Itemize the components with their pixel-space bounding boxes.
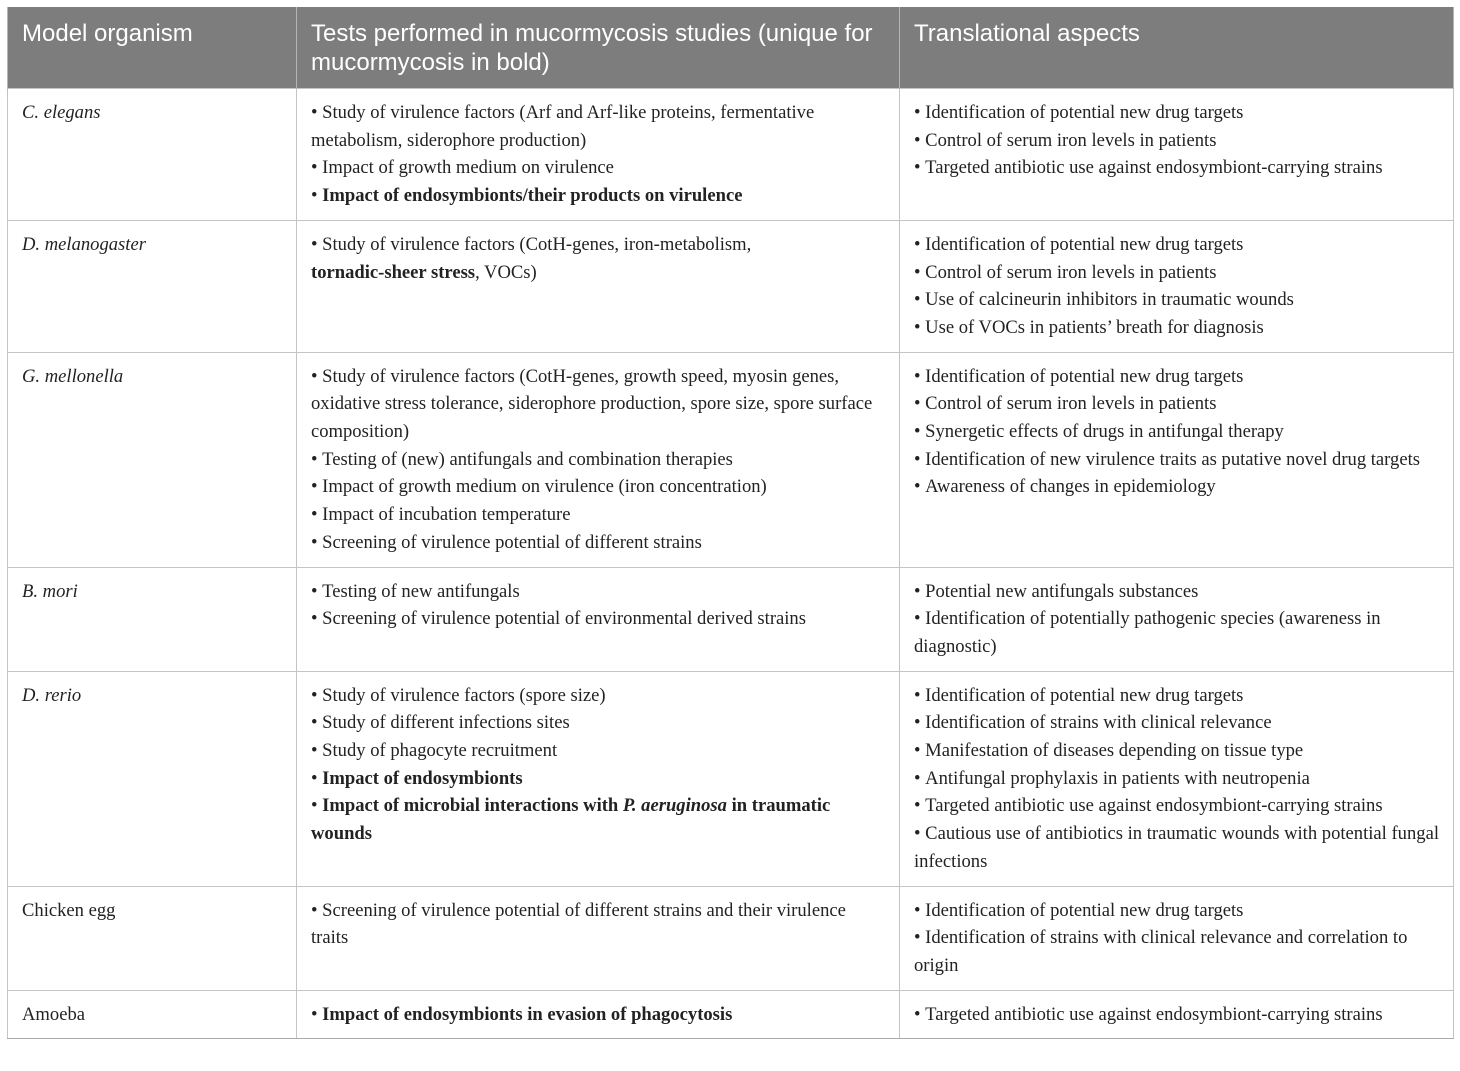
table-row: [8, 89, 1454, 221]
translational-cell: [900, 567, 1454, 671]
table-row: [8, 220, 1454, 352]
list-item: • Targeted antibiotic use against endosymbiont-carrying strains: [914, 792, 1439, 820]
list-item: • Identification of potential new drug targets: [914, 682, 1439, 710]
list-item: • Identification of potentially pathogenic species (awareness in diagnostic): [914, 605, 1439, 660]
list-item: • Control of serum iron levels in patients: [914, 390, 1439, 418]
list-item: • Awareness of changes in epidemiology: [914, 473, 1439, 501]
table-row: [8, 567, 1454, 671]
list-item: • Study of virulence factors (spore size): [311, 682, 885, 710]
list-item: • Impact of growth medium on virulence (iron concentration): [311, 473, 885, 501]
table-row: [8, 990, 1454, 1039]
list-item: • Identification of strains with clinical relevance and correlation to origin: [914, 924, 1439, 979]
table-row: [8, 671, 1454, 886]
list-item: • Control of serum iron levels in patients: [914, 259, 1439, 287]
list-item: • Screening of virulence potential of environmental derived strains: [311, 605, 885, 633]
list-item-unique: • Impact of endosymbionts/their products on virulence: [311, 182, 885, 210]
list-item: • Study of virulence factors (CotH-genes, growth speed, myosin genes, oxidative stress tolerance, siderophore production, spore size, spore surface composition): [311, 363, 885, 446]
species-name: P. aeruginosa: [622, 795, 727, 817]
model-organism-table: [7, 7, 1454, 1039]
list-item: • Cautious use of antibiotics in traumatic wounds with potential fungal infections: [914, 820, 1439, 875]
translational-cell: [900, 352, 1454, 567]
organism-cell: G. mellonella: [8, 352, 297, 567]
unique-text: tornadic-sheer stress: [311, 261, 476, 283]
translational-cell: [900, 886, 1454, 990]
list-item: • Identification of strains with clinical relevance: [914, 709, 1439, 737]
list-item: • Potential new antifungals substances: [914, 578, 1439, 606]
list-item: • Identification of potential new drug targets: [914, 897, 1439, 925]
table-row: [8, 352, 1454, 567]
list-item: • Identification of potential new drug targets: [914, 363, 1439, 391]
list-item: • Testing of (new) antifungals and combination therapies: [311, 446, 885, 474]
list-item: • Study of virulence factors (Arf and Arf-like proteins, fermentative metabolism, siderophore production): [311, 99, 885, 154]
list-item: • Targeted antibiotic use against endosymbiont-carrying strains: [914, 1001, 1439, 1029]
translational-cell: [900, 220, 1454, 352]
header-organism: Model organism: [8, 7, 297, 89]
list-item: • Use of calcineurin inhibitors in traumatic wounds: [914, 286, 1439, 314]
organism-cell: D. rerio: [8, 671, 297, 886]
translational-cell: [900, 89, 1454, 221]
tests-cell: [297, 671, 900, 886]
table-row: [8, 886, 1454, 990]
header-row: [8, 7, 1454, 89]
list-item: • Control of serum iron levels in patients: [914, 127, 1439, 155]
organism-cell: D. melanogaster: [8, 220, 297, 352]
tests-cell: [297, 352, 900, 567]
list-item: • Testing of new antifungals: [311, 578, 885, 606]
list-item-unique: • Impact of microbial interactions with P. aeruginosa in traumatic wounds: [311, 792, 885, 847]
tests-cell: [297, 89, 900, 221]
translational-cell: [900, 671, 1454, 886]
tests-cell: [297, 220, 900, 352]
list-item: • Targeted antibiotic use against endosymbiont-carrying strains: [914, 154, 1439, 182]
header-translational: Translational aspects: [900, 7, 1454, 89]
list-item: • Study of virulence factors (CotH-genes, iron-metabolism, tornadic-sheer stress, VOCs): [311, 231, 885, 286]
list-item: • Identification of new virulence traits as putative novel drug targets: [914, 446, 1439, 474]
list-item: • Use of VOCs in patients’ breath for diagnosis: [914, 314, 1439, 342]
list-item: • Impact of growth medium on virulence: [311, 154, 885, 182]
organism-cell: B. mori: [8, 567, 297, 671]
organism-cell: Chicken egg: [8, 886, 297, 990]
list-item: • Identification of potential new drug targets: [914, 231, 1439, 259]
list-item: • Synergetic effects of drugs in antifungal therapy: [914, 418, 1439, 446]
list-item: • Study of different infections sites: [311, 709, 885, 737]
translational-cell: [900, 990, 1454, 1039]
list-item: • Manifestation of diseases depending on tissue type: [914, 737, 1439, 765]
list-item: • Screening of virulence potential of different strains and their virulence traits: [311, 897, 885, 952]
list-item-unique: • Impact of endosymbionts: [311, 765, 885, 793]
list-item: • Screening of virulence potential of different strains: [311, 529, 885, 557]
organism-cell: Amoeba: [8, 990, 297, 1039]
list-item: • Study of phagocyte recruitment: [311, 737, 885, 765]
organism-cell: C. elegans: [8, 89, 297, 221]
tests-cell: [297, 886, 900, 990]
list-item: • Identification of potential new drug targets: [914, 99, 1439, 127]
header-tests: Tests performed in mucormycosis studies (unique for mucormycosis in bold): [297, 7, 900, 89]
list-item: • Antifungal prophylaxis in patients with neutropenia: [914, 765, 1439, 793]
list-item: • Impact of incubation temperature: [311, 501, 885, 529]
tests-cell: [297, 567, 900, 671]
tests-cell: [297, 990, 900, 1039]
list-item-unique: • Impact of endosymbionts in evasion of phagocytosis: [311, 1001, 885, 1029]
